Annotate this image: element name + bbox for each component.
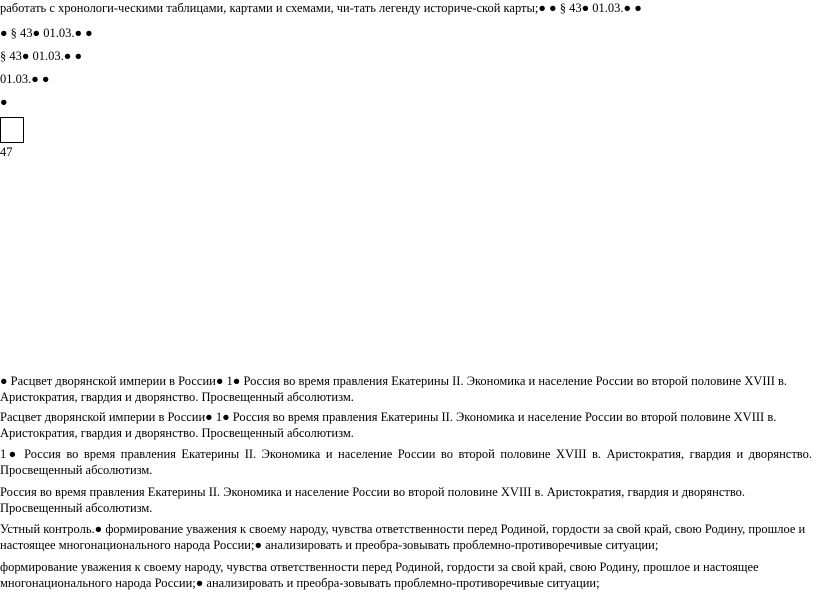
paragraph-4: Россия во время правления Екатерины II. Экономика и население России во второй половине XVIII в. Аристократия, гвардия и дворянство. Просвещенный абсолютизм. <box>0 485 746 515</box>
page-number: 47 <box>0 145 13 159</box>
header-line-5: ● <box>0 95 8 109</box>
paragraph-5: Устный контроль.● формирование уважения к своему народу, чувства ответственности перед Родиной, гордости за свой край, свою Родину, прошлое и настоящее многонационального народа России;● анализировать и преобра-зовывать проблемно-противоречивые ситуации; <box>0 522 806 552</box>
paragraph-1: ● Расцвет дворянской империи в России● 1● Россия во время правления Екатерины II. Экономика и население России во второй половине XVIII в. Аристократия, гвардия и дворянство. Просвещенный абсолютизм. <box>0 374 788 404</box>
header-line-2: ● § 43● 01.03.● ● <box>0 26 93 40</box>
paragraph-6: формирование уважения к своему народу, чувства ответственности перед Родиной, гордости за свой край, свою Родину, прошлое и настоящее многонационального народа России;● анализировать и преобра-зовывать проблемно-противоречивые ситуации; <box>0 560 759 590</box>
header-line-3: § 43● 01.03.● ● <box>0 49 83 63</box>
header-line-1: работать с хронологи-ческими таблицами, картами и схемами, чи-тать легенду историче-ской карты;● ● § 43● 01.03.● ● <box>0 1 642 15</box>
paragraph-2: Расцвет дворянской империи в России● 1● Россия во время правления Екатерины II. Экономика и население России во второй половине XVIII в. Аристократия, гвардия и дворянство. Просвещенный абсолютизм. <box>0 410 777 440</box>
header-line-4: 01.03.● ● <box>0 72 50 86</box>
empty-table-cell <box>0 117 24 143</box>
paragraph-3: 1● Россия во время правления Екатерины II. Экономика и население России во второй половине XVIII в. Аристократия, гвардия и дворянство. Просвещенный абсолютизм. <box>0 447 812 477</box>
